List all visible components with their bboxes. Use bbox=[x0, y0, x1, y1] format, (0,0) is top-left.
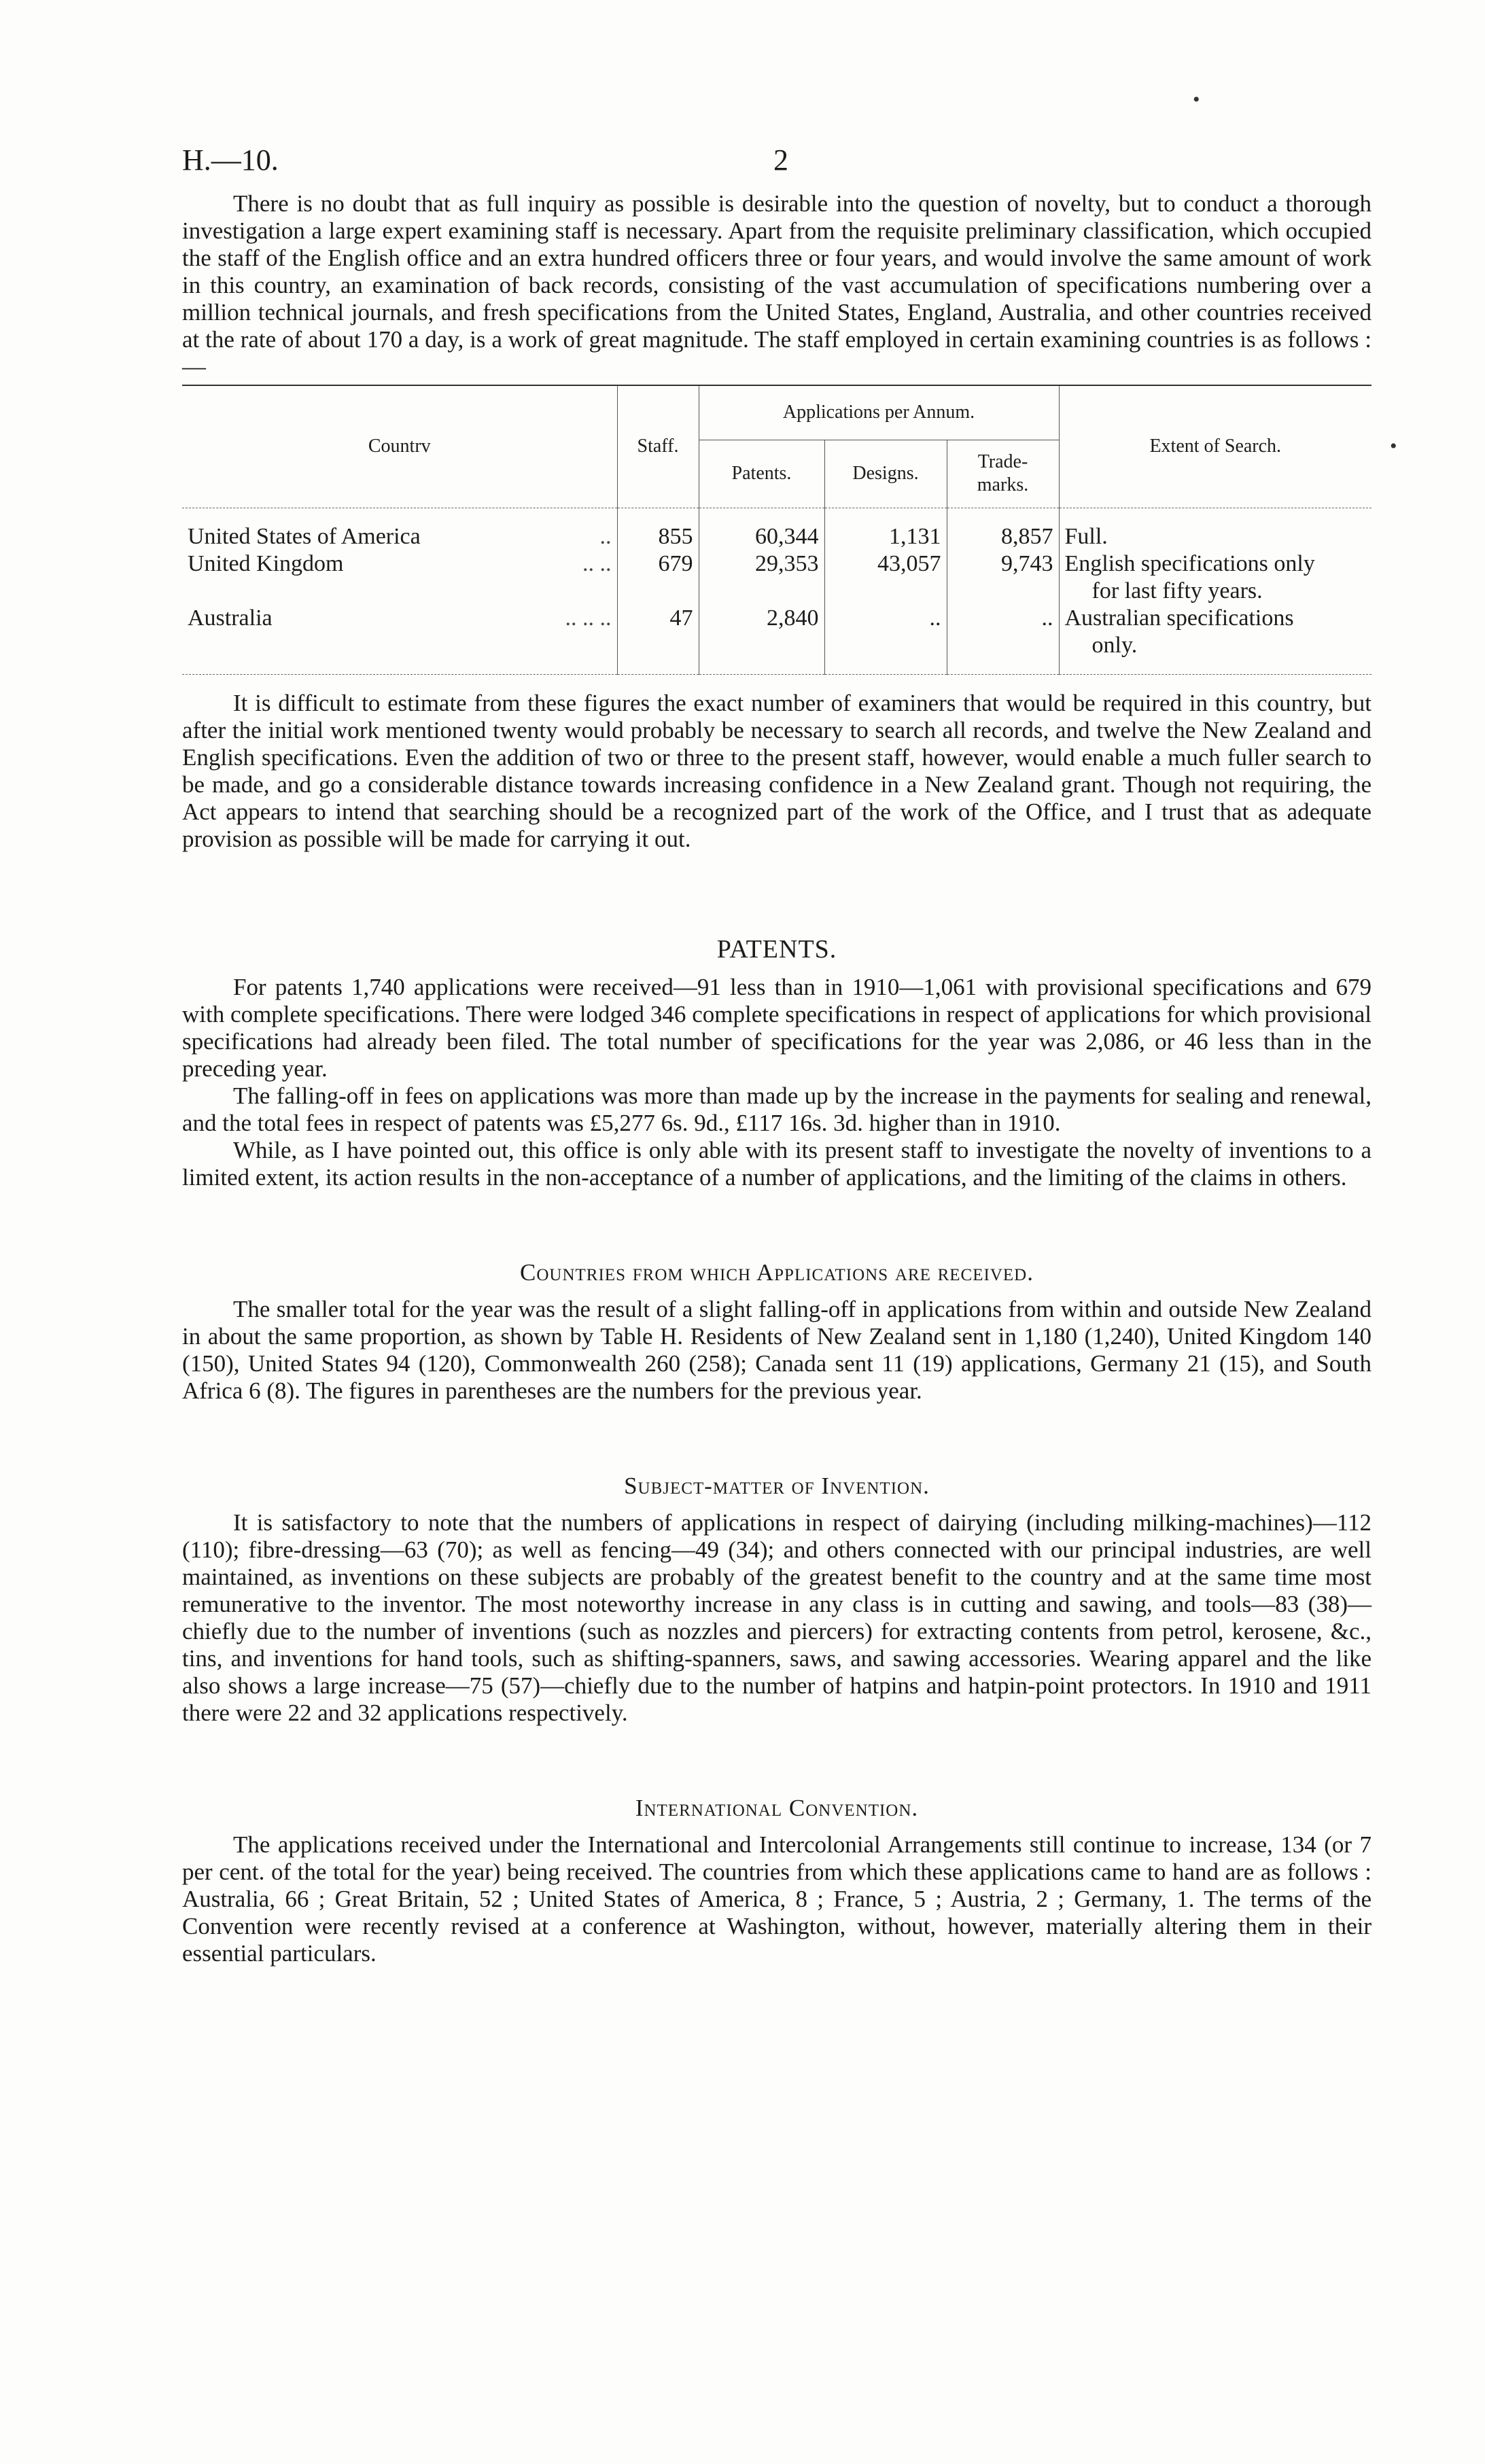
section-heading-subject-matter: Subject-matter of Invention. bbox=[624, 1472, 930, 1499]
col-header-extent: Extent of Search. bbox=[1059, 385, 1372, 508]
designs-cell: 43,057 bbox=[824, 550, 947, 605]
col-header-designs: Designs. bbox=[824, 440, 947, 508]
table-row bbox=[182, 523, 1372, 550]
countries-paragraph: The smaller total for the year was the result of a slight falling-off in applications from within and outside New Zealand in about the same proportion, as shown by Table H. Residents of New Zealand sent in 1,180 (1,240), United Kingdom 140 (150), United States 94 (120), Commonwealth 260 (258); Canada sent 11 (19) applications, Germany 21 (15), and South Africa 6 (8). The figures in parentheses are the numbers for the previous year. bbox=[182, 1295, 1372, 1404]
leader-dots: .. bbox=[599, 523, 612, 549]
spacer bbox=[182, 1822, 1372, 1831]
country-cell bbox=[182, 523, 617, 550]
col-header-country: Countrv bbox=[368, 436, 431, 457]
col-header-staff: Staff. bbox=[617, 385, 699, 508]
extent-line: Full. bbox=[1064, 523, 1108, 549]
trademarks-cell: 9,743 bbox=[947, 550, 1059, 605]
staff-cell: 855 bbox=[617, 523, 699, 550]
trademarks-cell: 8,857 bbox=[947, 523, 1059, 550]
document-page bbox=[182, 143, 1372, 1967]
section-heading-patents: PATENTS. bbox=[716, 934, 837, 964]
trademarks-cell: .. bbox=[947, 605, 1059, 659]
table-spacer bbox=[182, 508, 1372, 523]
intro-paragraph: There is no doubt that as full inquiry as possible is desirable into the question of novelty, but to conduct a thorough investigation a large expert examining staff is necessary. Apart from the requisite preliminary classification, which occupied the staff of the English office and an extra hundred officers three or four years, and would involve the same amount of work in this country, an examination of back records, consisting of the vast accumulation of specifications numbering over a million technical journals, and fresh specifications from the United States, England, Australia, and other countries received at the rate of about 170 a day, is a work of great magnitude. The staff employed in certain examining countries is as follows :— bbox=[182, 190, 1372, 380]
extent-cell bbox=[1059, 550, 1372, 605]
spacer bbox=[182, 1191, 1372, 1259]
designs-cell: 1,131 bbox=[824, 523, 947, 550]
country-cell bbox=[182, 550, 617, 605]
col-header-applications: Applications per Annum. bbox=[699, 385, 1059, 440]
patents-cell: 29,353 bbox=[699, 550, 824, 605]
extent-line: Australian specifications bbox=[1064, 605, 1294, 631]
extent-cell bbox=[1059, 605, 1372, 659]
country-name: Australia bbox=[188, 605, 273, 631]
leader-dots: .. .. bbox=[582, 550, 612, 576]
scan-mark: • bbox=[1390, 435, 1397, 457]
designs-cell: .. bbox=[824, 605, 947, 659]
document-id: H.—10. bbox=[182, 143, 279, 177]
after-table-paragraph: It is difficult to estimate from these figures the exact number of examiners that would be required in this country, but after the initial work mentioned twenty would probably be necessary to search all records, and twelve the New Zealand and English specifications. Even the addition of two or three to the present staff, however, would enable a much fuller search to be made, and go a considerable distance towards increasing confidence in a New Zealand grant. Though not requiring, the Act appears to intend that searching should be a recognized part of the work of the Office, and I trust that as adequate provision as possible will be made for carrying it out. bbox=[182, 689, 1372, 852]
extent-line: only. bbox=[1091, 632, 1138, 658]
extent-cell bbox=[1059, 523, 1372, 550]
col-header-patents: Patents. bbox=[699, 440, 824, 508]
col-header-trademarks: Trade-marks. bbox=[947, 440, 1059, 508]
spacer bbox=[182, 1286, 1372, 1296]
country-cell bbox=[182, 605, 617, 659]
page-header bbox=[182, 143, 1372, 190]
section-heading-countries: Countries from which Applications are received. bbox=[520, 1259, 1034, 1286]
staff-cell: 679 bbox=[617, 550, 699, 605]
spacer bbox=[182, 1727, 1372, 1795]
section-heading-convention: International Convention. bbox=[635, 1794, 919, 1821]
table-spacer bbox=[182, 659, 1372, 675]
patents-paragraph: While, as I have pointed out, this office is only able with its present staff to investigate the novelty of inventions to a limited extent, its action results in the non-acceptance of a number of applications, and the limiting of the claims in others. bbox=[182, 1136, 1372, 1191]
subject-matter-paragraph: It is satisfactory to note that the numbers of applications in respect of dairying (including milking-machines)—112 (110); fibre-dressing—63 (70); as well as fencing—49 (34); and others connected with our principal industries, are well maintained, as inventions on these subjects are probably of the greatest benefit to the country and at the same time most remunerative to the inventor. The most noteworthy increase in any class is in cutting and sawing, and tools—83 (38)—chiefly due to the number of inventions (such as nozzles and piercers) for extracting contents from petrol, kerosene, &c., tins, and inventions for hand tools, such as shifting-spanners, saws, and sawing accessories. Wearing apparel and the like also shows a large increase—75 (57)—chiefly due to the number of hatpins and hatpin-point protectors. In 1910 and 1911 there were 22 and 32 applications respectively. bbox=[182, 1509, 1372, 1726]
page-number: 2 bbox=[773, 143, 788, 177]
staff-cell: 47 bbox=[617, 605, 699, 659]
table-row bbox=[182, 550, 1372, 605]
country-name: United States of America bbox=[188, 523, 421, 549]
spacer bbox=[182, 675, 1372, 690]
country-name: United Kingdom bbox=[188, 550, 344, 576]
spacer bbox=[182, 1405, 1372, 1473]
patents-cell: 2,840 bbox=[699, 605, 824, 659]
scan-mark: • bbox=[1193, 88, 1200, 111]
patents-cell: 60,344 bbox=[699, 523, 824, 550]
spacer bbox=[182, 964, 1372, 974]
leader-dots: .. .. .. bbox=[565, 605, 612, 631]
spacer bbox=[182, 853, 1372, 934]
table-row bbox=[182, 605, 1372, 659]
extent-line: English specifications only bbox=[1064, 550, 1315, 576]
convention-paragraph: The applications received under the International and Intercolonial Arrangements still continue to increase, 134 (or 7 per cent. of the total for the year) being received. The countries from which these applications came to hand are as follows : Australia, 66 ; Great Britain, 52 ; United States of America, 8 ; France, 5 ; Austria, 2 ; Germany, 1. The terms of the Convention were recently revised at a conference at Washington, without, however, materially altering them in their essential particulars. bbox=[182, 1831, 1372, 1967]
staff-table bbox=[182, 385, 1372, 675]
extent-line: for last fifty years. bbox=[1091, 578, 1263, 603]
patents-paragraph: For patents 1,740 applications were received—91 less than in 1910—1,061 with provisional specifications and 679 with complete specifications. There were lodged 346 complete specifications in respect of applications for which provisional specifications had already been filed. The total number of specifications for the year was 2,086, or 46 less than in the preceding year. bbox=[182, 973, 1372, 1082]
patents-paragraph: The falling-off in fees on applications was more than made up by the increase in the payments for sealing and renewal, and the total fees in respect of patents was £5,277 6s. 9d., £117 16s. 3d. higher than in 1910. bbox=[182, 1082, 1372, 1136]
spacer bbox=[182, 1500, 1372, 1509]
